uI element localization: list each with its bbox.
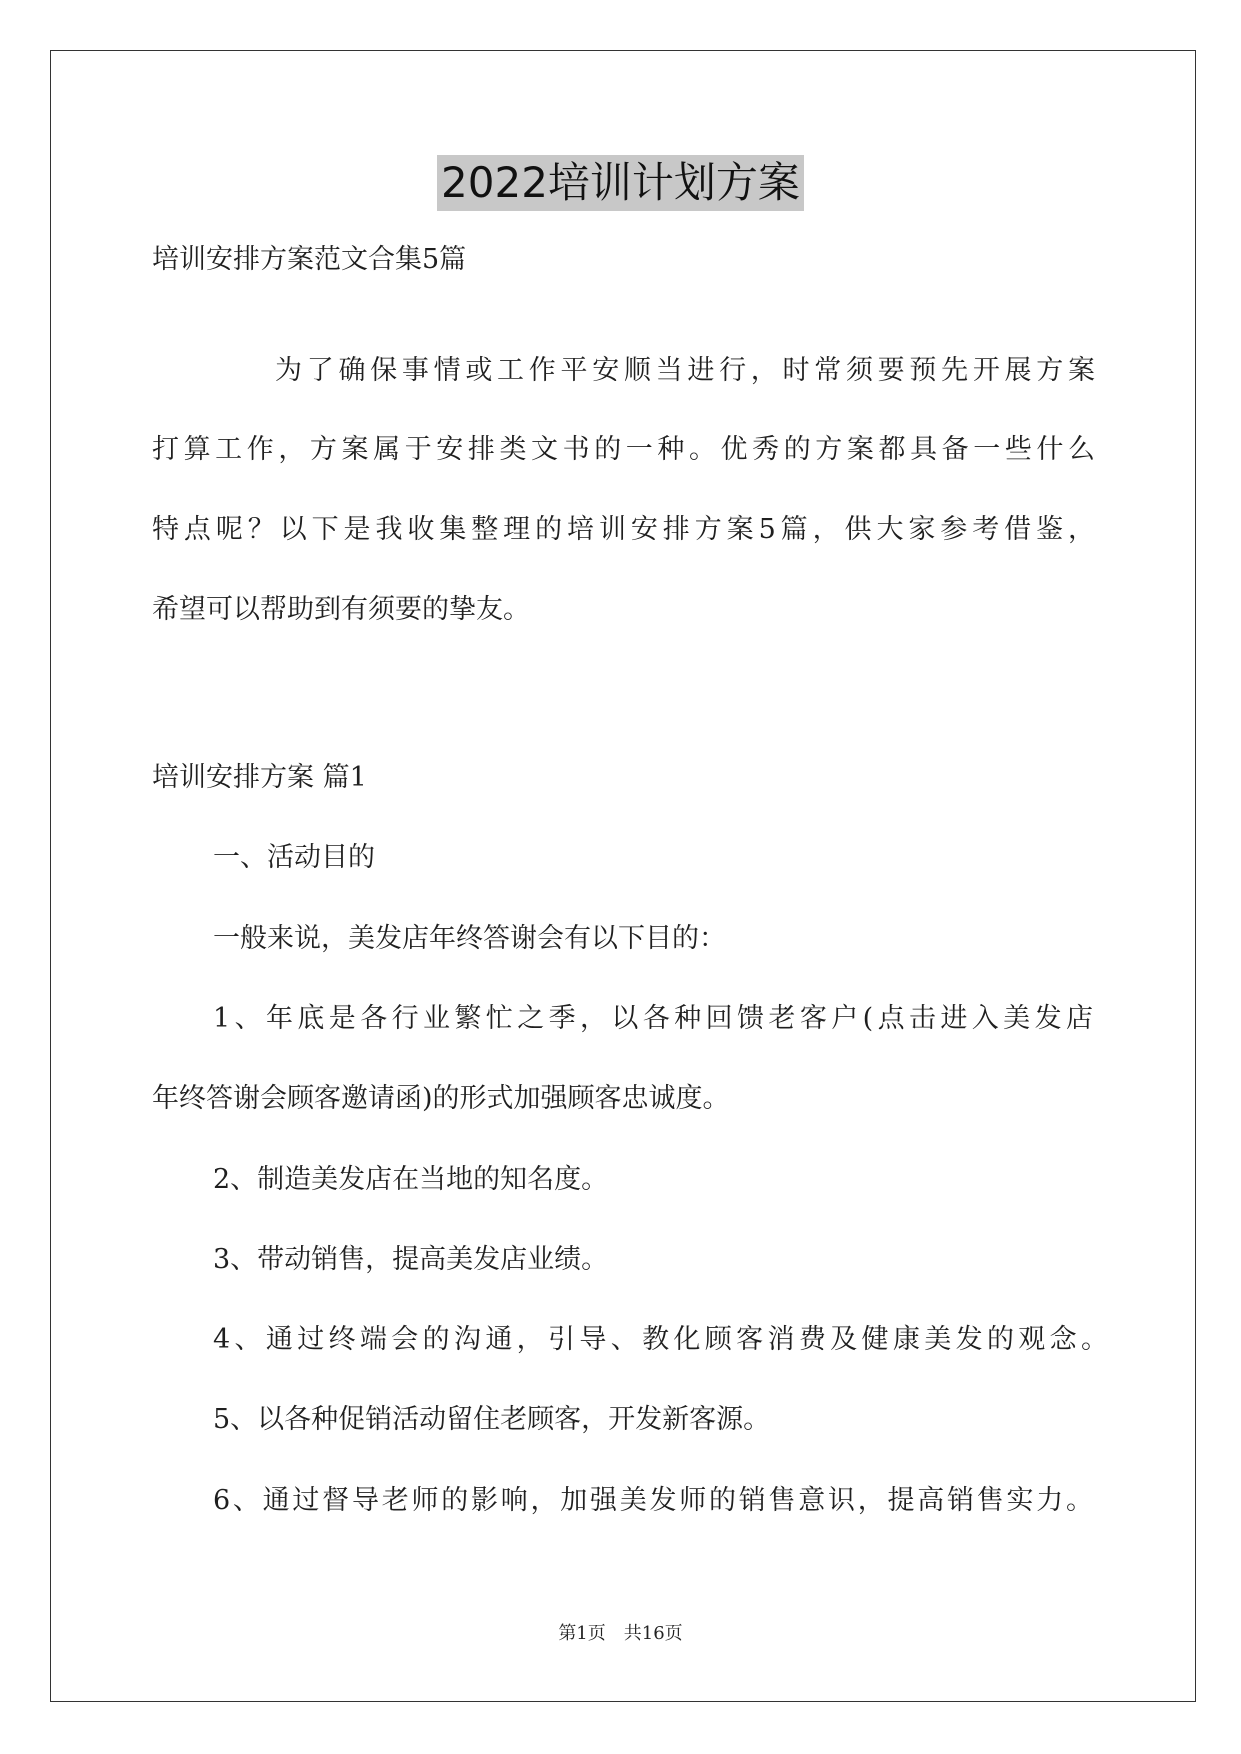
intro-line-3: 特点呢？以下是我收集整理的培训安排方案5篇，供大家参考借鉴， [152,514,1095,545]
intro-line-2: 打算工作，方案属于安排类文书的一种。优秀的方案都具备一些什么 [152,434,1095,465]
list-item-6: 6、通过督导老师的影响，加强美发师的销售意识，提高销售实力。 [213,1485,1093,1516]
page-total: 共16页 [623,1623,683,1644]
title-wrap [0,155,1241,211]
page-number: 第1页 [558,1623,606,1644]
list-item-3: 3、带动销售，提高美发店业绩。 [213,1244,609,1275]
intro-line-4: 希望可以帮助到有须要的挚友。 [152,594,530,625]
page-footer [0,1622,1241,1646]
page-border [50,50,1196,1702]
list-item-1-cont: 年终答谢会顾客邀请函)的形式加强顾客忠诚度。 [152,1083,730,1114]
intro-line-1: 为了确保事情或工作平安顺当进行，时常须要预先开展方案 [275,355,1095,386]
section-heading: 培训安排方案 篇1 [152,762,367,793]
list-item-4: 4、通过终端会的沟通，引导、教化顾客消费及健康美发的观念。 [213,1324,1108,1355]
document-title: 2022培训计划方案 [437,155,804,211]
section-title: 一、活动目的 [213,842,375,873]
lead-paragraph: 一般来说，美发店年终答谢会有以下目的： [213,923,726,954]
list-item-2: 2、制造美发店在当地的知名度。 [213,1164,609,1195]
document-subtitle: 培训安排方案范文合集5篇 [152,244,467,275]
list-item-1: 1、年底是各行业繁忙之季，以各种回馈老客户(点击进入美发店 [213,1003,1093,1034]
list-item-5: 5、以各种促销活动留住老顾客，开发新客源。 [213,1404,771,1435]
